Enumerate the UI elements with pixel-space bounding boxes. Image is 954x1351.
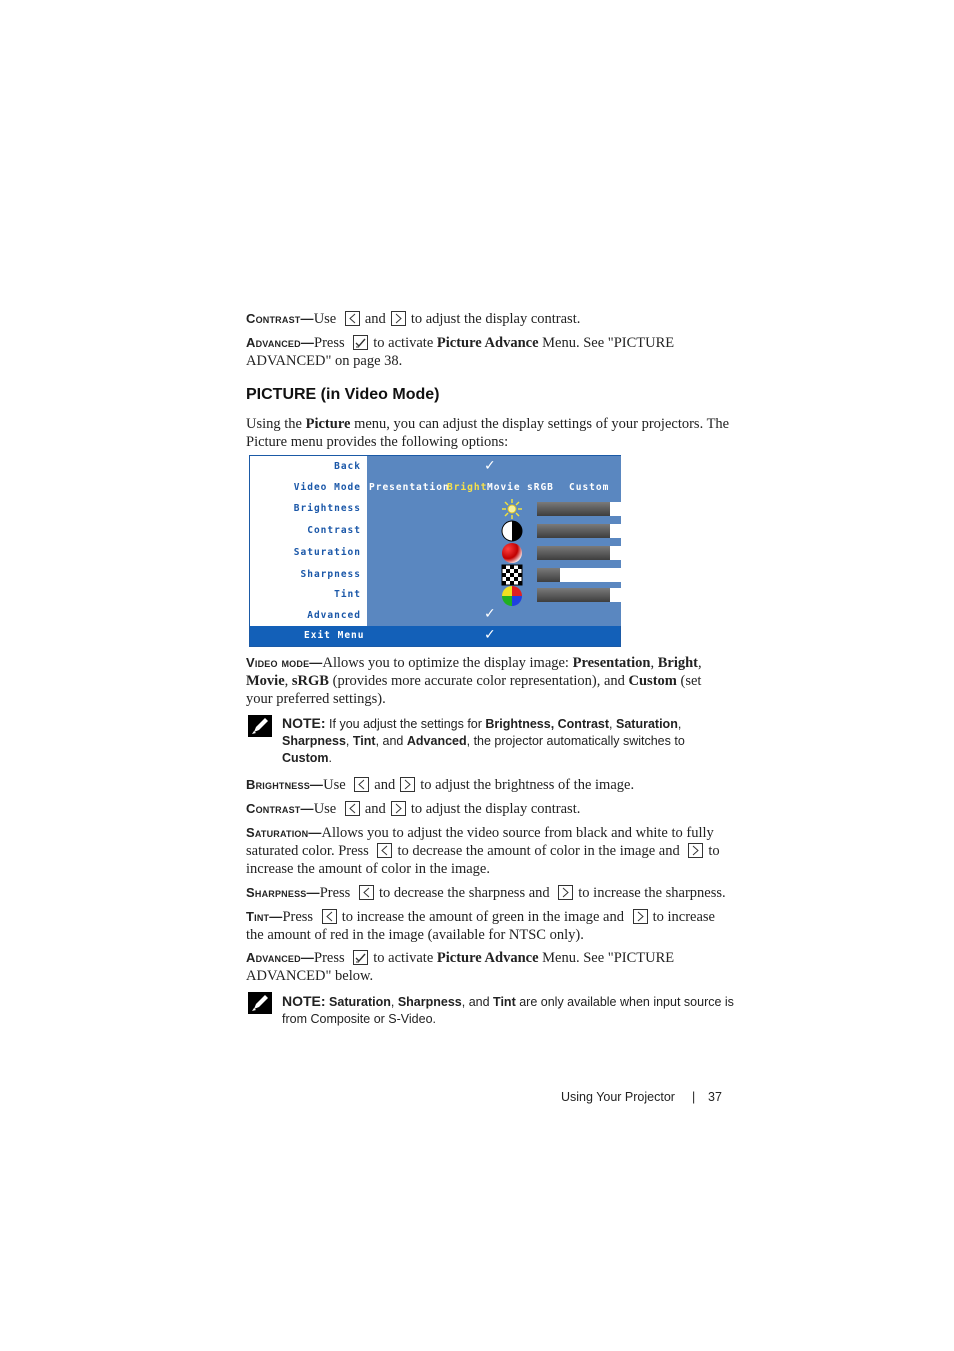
contrast-value: 50 bbox=[705, 526, 719, 537]
left-arrow-key-icon bbox=[345, 801, 360, 816]
left-arrow-key-icon bbox=[322, 909, 337, 924]
mode-movie[interactable]: Movie bbox=[487, 482, 521, 493]
osd-item-brightness[interactable]: Brightness bbox=[293, 503, 361, 514]
page-number: 37 bbox=[708, 1090, 722, 1104]
left-arrow-key-icon bbox=[354, 777, 369, 792]
footer-separator: | bbox=[692, 1090, 696, 1104]
left-arrow-key-icon bbox=[345, 311, 360, 326]
menu-enter-key-icon bbox=[353, 335, 368, 350]
sharpness-paragraph: Sharpness—Press to decrease the sharpness and to increase the sharpness. bbox=[246, 885, 726, 901]
osd-exit-bar[interactable] bbox=[250, 626, 620, 646]
right-arrow-key-icon bbox=[558, 885, 573, 900]
contrast-top-label: Contrast— bbox=[246, 311, 314, 326]
osd-item-back[interactable]: Back bbox=[334, 461, 361, 472]
osd-item-tint[interactable]: Tint bbox=[334, 589, 361, 600]
footer-section-title: Using Your Projector bbox=[561, 1090, 675, 1104]
tint-label: Tint— bbox=[246, 909, 283, 924]
note-1-label: NOTE: bbox=[282, 715, 326, 731]
tint-value: 50 bbox=[705, 590, 719, 601]
sharpness-slider[interactable] bbox=[537, 568, 683, 582]
brightness-paragraph: Brightness—Use and to adjust the brightness of the image. bbox=[246, 777, 635, 793]
left-arrow-key-icon bbox=[377, 843, 392, 858]
contrast-top-paragraph: Contrast—Use and to adjust the display contrast. bbox=[246, 311, 581, 327]
right-arrow-key-icon bbox=[400, 777, 415, 792]
tint-paragraph: Tint—Press to increase the amount of green in the image and to increase the amount of red in the image (available for NTSC only). bbox=[246, 909, 715, 943]
sharpness-label: Sharpness— bbox=[246, 885, 320, 900]
exit-check-icon: ✓ bbox=[484, 627, 496, 643]
right-arrow-key-icon bbox=[633, 909, 648, 924]
advanced-top-paragraph: Advanced—Press to activate Picture Advance Menu. See "PICTURE ADVANCED" on page 38. bbox=[246, 335, 675, 369]
brightness-slider[interactable] bbox=[537, 502, 683, 516]
saturation-value: 50 bbox=[705, 548, 719, 559]
saturation-paragraph: Saturation—Allows you to adjust the video source from black and white to fully saturated color. Press to decrease the amount of color in the image and to increase the amount of color in the image. bbox=[246, 825, 720, 877]
mode-srgb[interactable]: sRGB bbox=[527, 482, 554, 493]
saturation-color-icon bbox=[501, 542, 523, 564]
contrast-slider[interactable] bbox=[537, 524, 683, 538]
back-check-icon: ✓ bbox=[484, 458, 496, 474]
video-mode-label: Video mode— bbox=[246, 655, 323, 670]
sharpness-value: 16 bbox=[705, 570, 719, 581]
mode-custom[interactable]: Custom bbox=[569, 482, 610, 493]
osd-menu-list bbox=[250, 456, 367, 626]
picture-osd-menu bbox=[249, 455, 719, 647]
osd-item-advanced[interactable]: Advanced bbox=[307, 610, 361, 621]
right-arrow-key-icon bbox=[688, 843, 703, 858]
mode-bright[interactable]: Bright bbox=[447, 482, 488, 493]
osd-item-sharpness[interactable]: Sharpness bbox=[300, 569, 361, 580]
contrast-paragraph: Contrast—Use and to adjust the display contrast. bbox=[246, 801, 581, 817]
brightness-slider-fill bbox=[537, 502, 610, 516]
note-pencil-icon bbox=[248, 992, 272, 1014]
video-mode-paragraph: Video mode—Allows you to optimize the display image: Presentation, Bright, Movie, sRGB (provides more accurate color representation), and Custom (set your preferred settings). bbox=[246, 655, 702, 707]
right-arrow-key-icon bbox=[391, 801, 406, 816]
brightness-sun-icon bbox=[501, 498, 523, 520]
tint-slider[interactable] bbox=[537, 588, 683, 602]
saturation-slider[interactable] bbox=[537, 546, 683, 560]
right-arrow-key-icon bbox=[391, 311, 406, 326]
section-heading: PICTURE (in Video Mode) bbox=[246, 386, 440, 403]
note-2-label: NOTE: bbox=[282, 993, 326, 1009]
tint-color-wheel-icon bbox=[501, 585, 523, 607]
brightness-label: Brightness— bbox=[246, 777, 324, 792]
left-arrow-key-icon bbox=[359, 885, 374, 900]
brightness-value: 50 bbox=[705, 504, 719, 515]
advanced-check-icon: ✓ bbox=[484, 606, 496, 622]
sharpness-slider-fill bbox=[537, 568, 560, 582]
intro-paragraph: Using the Picture menu, you can adjust the display settings of your projectors. The Picture menu provides the following options: bbox=[246, 416, 730, 450]
contrast-slider-fill bbox=[537, 524, 610, 538]
osd-item-video-mode[interactable]: Video Mode bbox=[293, 482, 361, 493]
saturation-slider-fill bbox=[537, 546, 610, 560]
tint-slider-fill bbox=[537, 588, 610, 602]
osd-item-contrast[interactable]: Contrast bbox=[307, 525, 361, 536]
note-pencil-icon bbox=[248, 715, 272, 737]
osd-exit-label: Exit Menu bbox=[304, 630, 365, 641]
advanced-paragraph: Advanced—Press to activate Picture Advance Menu. See "PICTURE ADVANCED" below. bbox=[246, 950, 675, 984]
osd-settings-panel bbox=[367, 456, 719, 626]
osd-item-saturation[interactable]: Saturation bbox=[293, 547, 361, 558]
menu-enter-key-icon bbox=[353, 950, 368, 965]
advanced-label: Advanced— bbox=[246, 950, 315, 965]
saturation-label: Saturation— bbox=[246, 825, 322, 840]
sharpness-checker-icon bbox=[501, 564, 523, 586]
mode-presentation[interactable]: Presentation bbox=[369, 482, 450, 493]
contrast-half-circle-icon bbox=[501, 520, 523, 542]
contrast-label: Contrast— bbox=[246, 801, 314, 816]
advanced-top-label: Advanced— bbox=[246, 335, 315, 350]
